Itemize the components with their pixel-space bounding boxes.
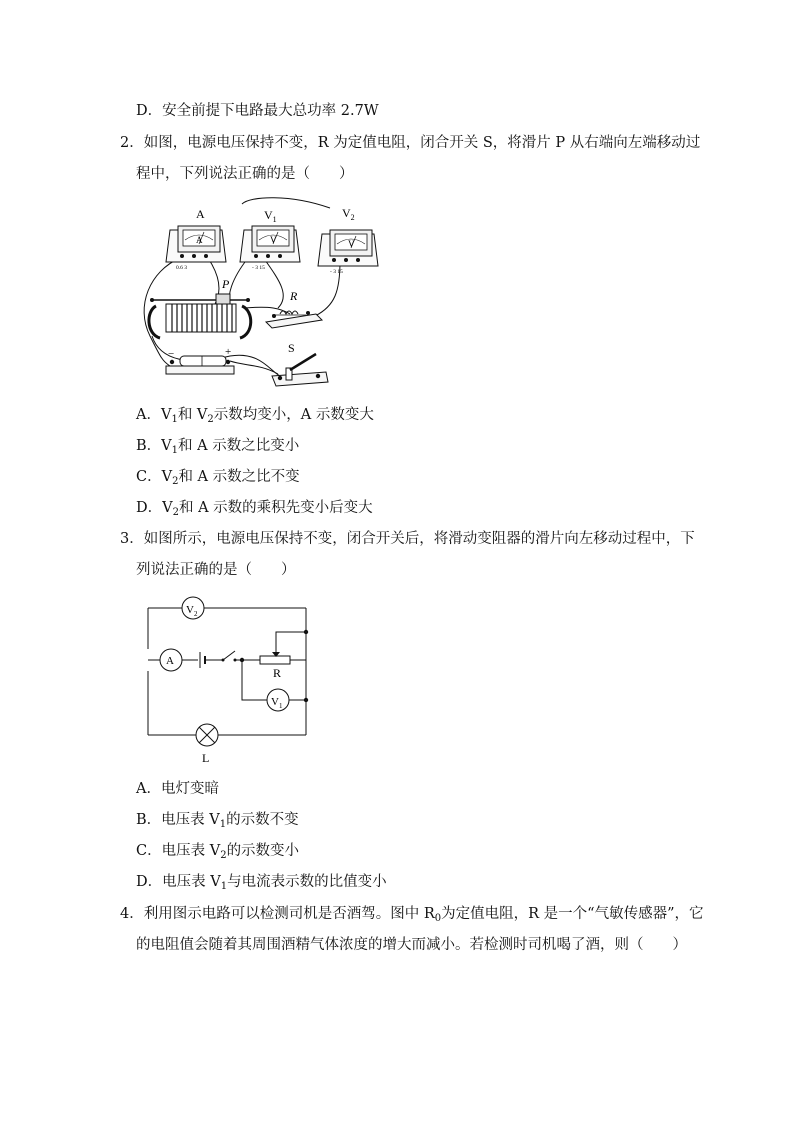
- q2-ammeter: [166, 226, 226, 271]
- q2-ammeter-label: A: [196, 207, 205, 221]
- q2-stem-line1: 2．如图，电源电压保持不变，R 为定值电阻，闭合开关 S，将滑片 P 从右端向左端移动过: [120, 135, 701, 151]
- q3-option-b: B．电压表 $V_1$的示数不变: [136, 812, 299, 830]
- q2-v1-face: V: [270, 235, 277, 245]
- q2-option-a: A．$V_1$和 $V_2$示数均变小，A 示数变大: [136, 407, 374, 425]
- q2-battery-positive: +: [225, 346, 232, 358]
- q3-v2-label: $V_2$: [186, 604, 198, 618]
- q2-battery-negative: −: [168, 348, 175, 360]
- q3-option-d: D．电压表 $V_1$与电流表示数的比值变小: [136, 874, 387, 892]
- q2-rheostat: [149, 294, 251, 338]
- q3-option-a: A．电灯变暗: [136, 781, 219, 797]
- q2-slider-label: P: [222, 277, 230, 291]
- q2-v1-label: $V_1$: [264, 208, 277, 224]
- q3-rheostat: [260, 652, 290, 680]
- q2-circuit-figure: [130, 196, 390, 392]
- q1-option-d: D．安全前提下电路最大总功率 2.7W: [136, 103, 379, 119]
- q3-voltmeter-v2: [182, 597, 204, 619]
- q3-battery: [200, 652, 205, 668]
- q4-stem-line2: 的电阻值会随着其周围酒精气体浓度的增大而减小。若检测时司机喝了酒，则（ ）: [136, 937, 687, 953]
- q2-ammeter-terminals: 0.6 3: [176, 265, 187, 271]
- q4-stem-line1: 4．利用图示电路可以检测司机是否酒驾。图中 $R_0$为定值电阻，R 是一个“气敏传感器”，它: [120, 906, 704, 924]
- q2-ammeter-face: A: [196, 235, 203, 245]
- q3-circuit-figure: [140, 594, 320, 770]
- q3-lamp-label: L: [202, 751, 210, 765]
- q3-stem-line2: 列说法正确的是（ ）: [136, 562, 296, 578]
- q2-voltmeter-v2: [318, 230, 378, 275]
- q3-lamp: [196, 724, 218, 765]
- q2-resistor: [266, 311, 322, 328]
- q3-v1-label: $V_1$: [271, 696, 283, 710]
- q2-option-d: D．$V_2$和 A 示数的乘积先变小后变大: [136, 500, 373, 518]
- q2-resistor-label: R: [290, 289, 298, 303]
- q2-battery: [166, 346, 234, 374]
- q3-ammeter: [160, 649, 182, 671]
- q3-ammeter-label: A: [166, 655, 174, 667]
- q2-option-b: B．$V_1$和 A 示数之比变小: [136, 438, 300, 456]
- q3-switch: [222, 651, 237, 662]
- q3-option-c: C．电压表 $V_2$的示数变小: [136, 843, 300, 861]
- q3-voltmeter-v1: [267, 689, 289, 711]
- q2-v1-terminals: - 3 15: [252, 265, 265, 271]
- q2-v2-face: V: [348, 239, 355, 249]
- q3-stem-line1: 3．如图所示，电源电压保持不变，闭合开关后，将滑动变阻器的滑片向左移动过程中，下: [120, 531, 695, 547]
- q2-switch-label: S: [288, 341, 295, 355]
- q2-voltmeter-v1: [240, 226, 300, 271]
- q2-v2-terminals: - 3 15: [330, 269, 343, 275]
- q2-switch: [272, 354, 328, 386]
- q2-option-c: C．$V_2$和 A 示数之比不变: [136, 469, 300, 487]
- q3-rheostat-label: R: [273, 666, 282, 680]
- q2-v2-label: $V_2$: [342, 206, 355, 222]
- q2-stem-line2: 程中，下列说法正确的是（ ）: [136, 166, 354, 182]
